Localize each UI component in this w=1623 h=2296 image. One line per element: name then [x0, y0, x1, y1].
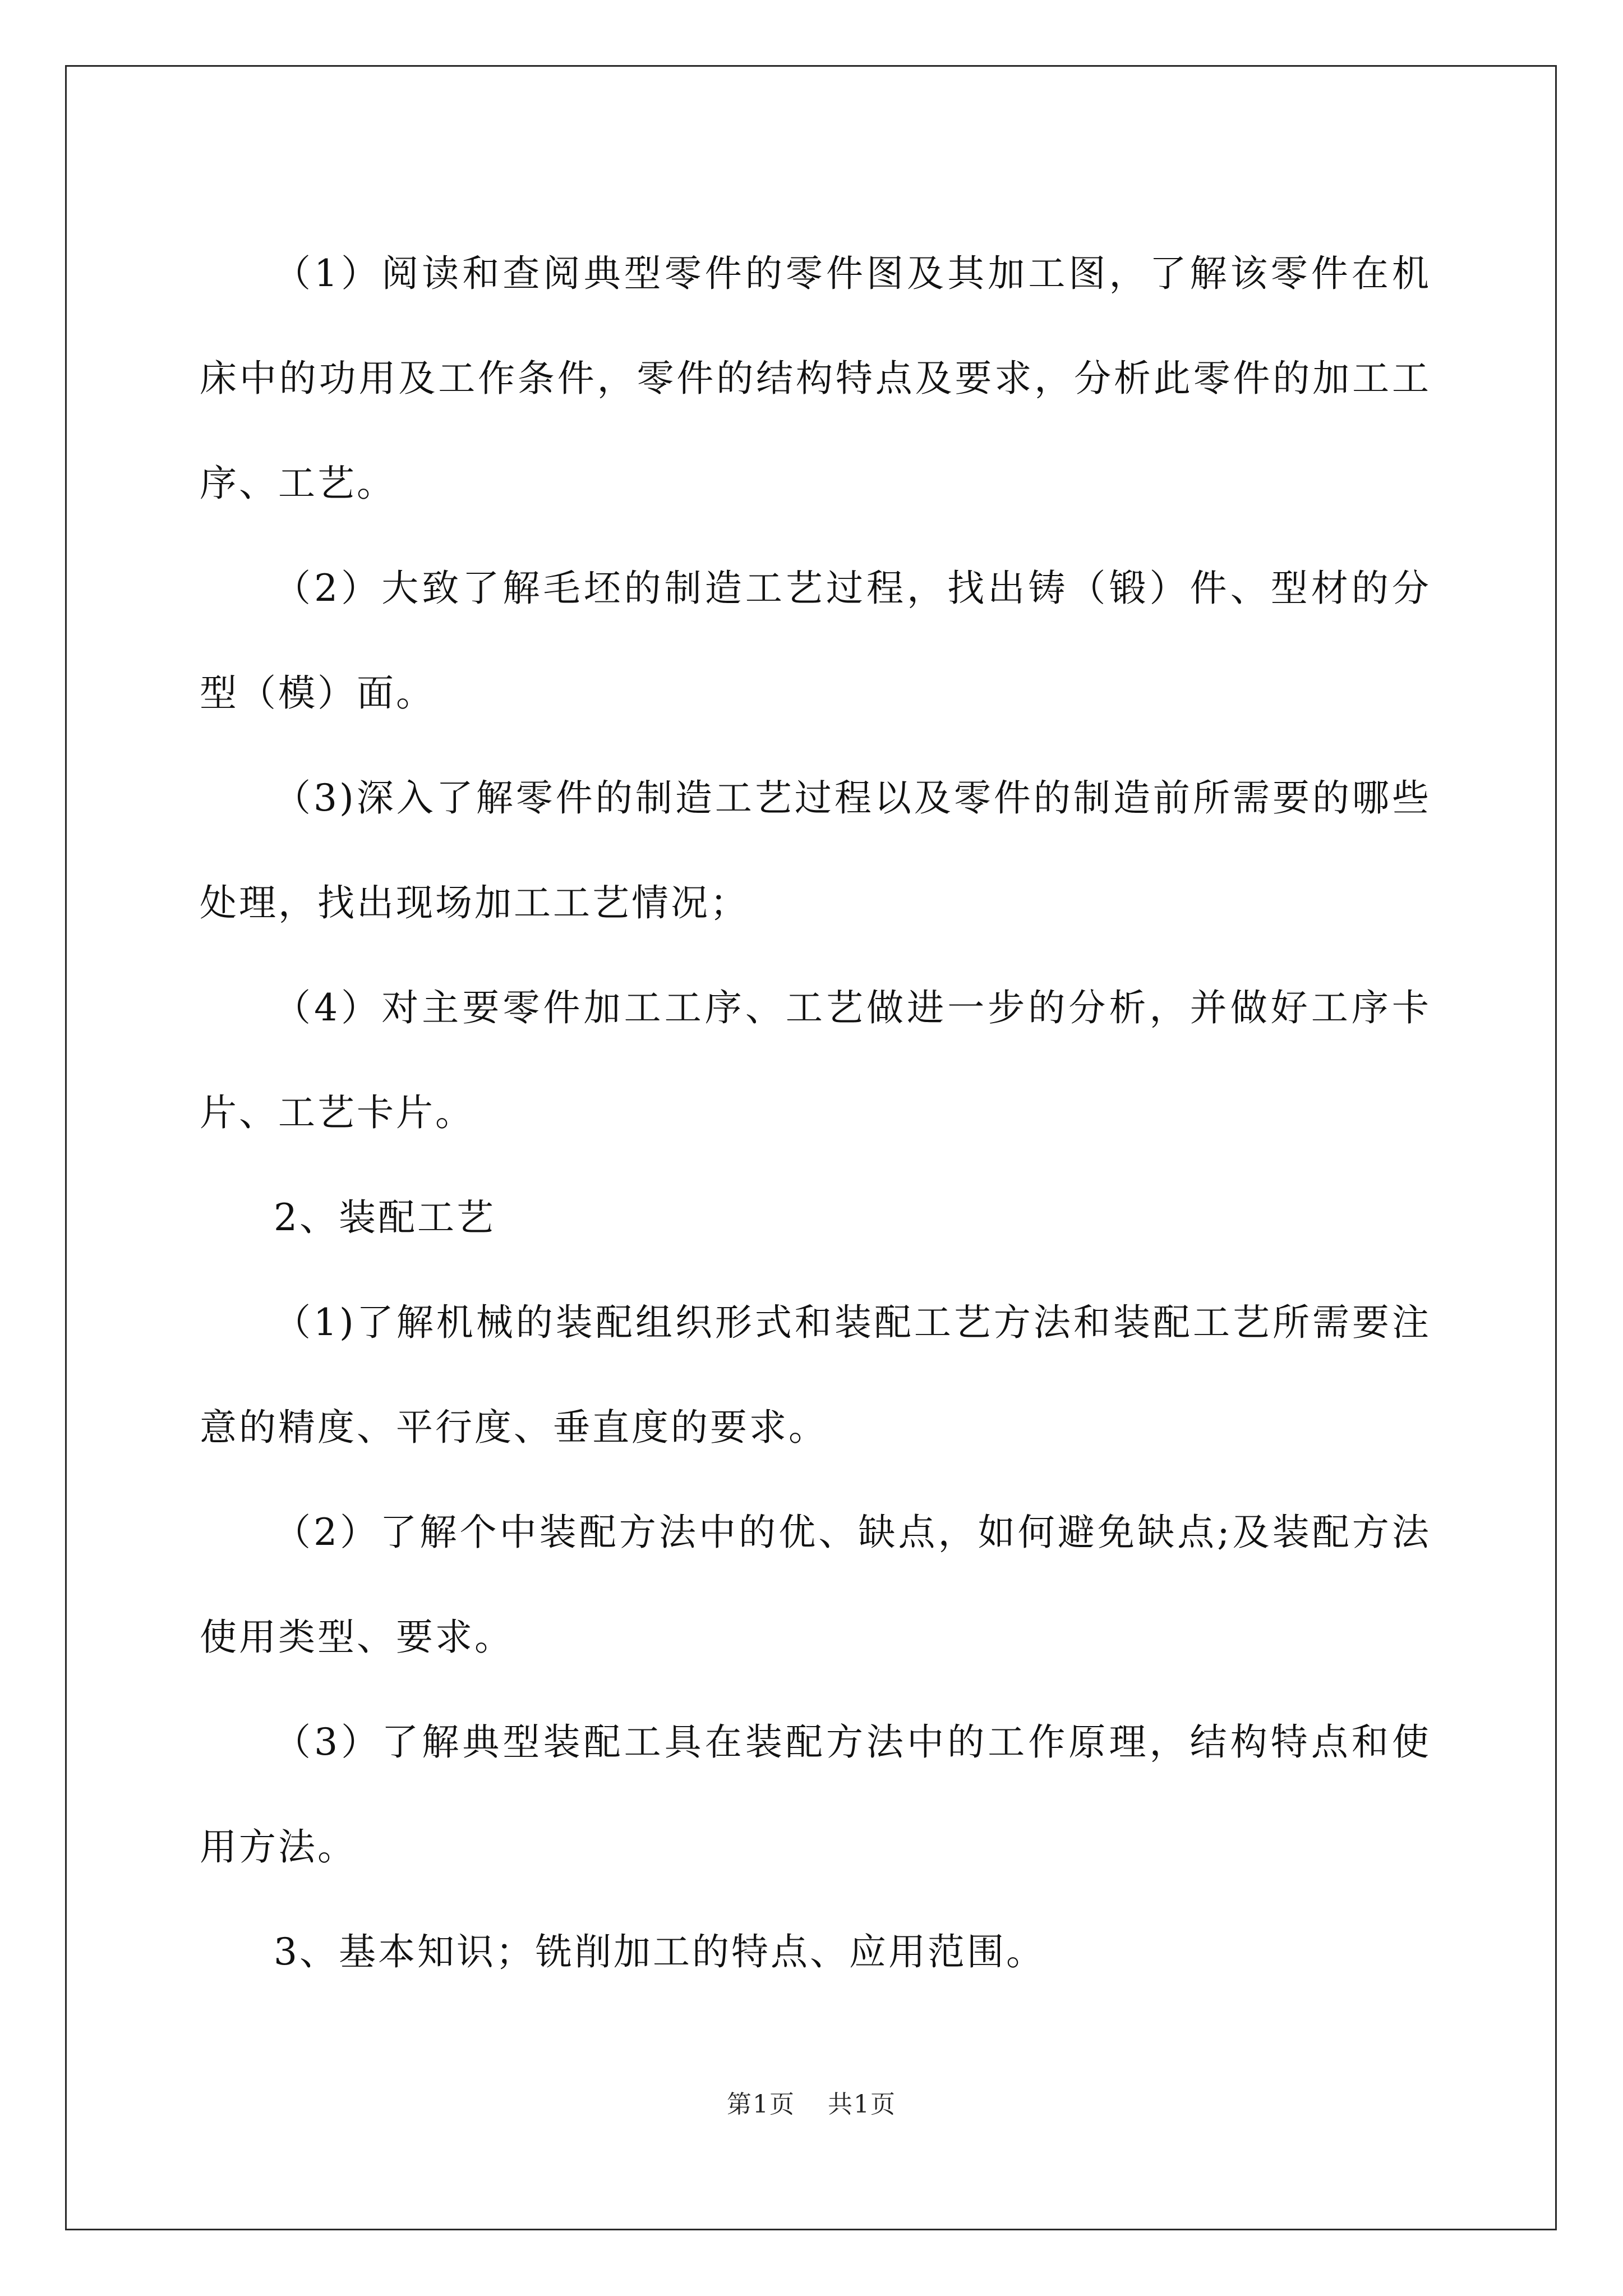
paragraph-1: （1）阅读和查阅典型零件的零件图及其加工图，了解该零件在机床中的功用及工作条件，零件的结构特点及要求，分析此零件的加工工序、工艺。: [200, 252, 1431, 505]
paragraph-7: （3）了解典型装配工具在装配方法中的工作原理，结构特点和使用方法。: [200, 1720, 1431, 1869]
paragraph-3: （3)深入了解零件的制造工艺过程以及零件的制造前所需要的哪些处理，找出现场加工工艺情况；: [200, 776, 1431, 924]
paragraph-6: （2）了解个中装配方法中的优、缺点，如何避免缺点;及装配方法使用类型、要求。: [200, 1511, 1431, 1659]
paragraph-5: （1)了解机械的装配组织形式和装配工艺方法和装配工艺所需要注意的精度、平行度、垂直度的要求。: [200, 1301, 1431, 1449]
paragraph-2: （2）大致了解毛坯的制造工艺过程，找出铸（锻）件、型材的分型（模）面。: [200, 567, 1431, 715]
document-body: [200, 221, 1431, 2004]
page-total: 共1页: [828, 2090, 896, 2119]
page-footer: [0, 2084, 1623, 2120]
paragraph-4: （4）对主要零件加工工序、工艺做进一步的分析，并做好工序卡片、工艺卡片。: [200, 986, 1431, 1134]
section-heading-basics: 3、基本知识；铣削加工的特点、应用范围。: [274, 1930, 1045, 1973]
section-heading-assembly: 2、装配工艺: [274, 1196, 496, 1239]
page-number: 第1页: [727, 2090, 795, 2119]
